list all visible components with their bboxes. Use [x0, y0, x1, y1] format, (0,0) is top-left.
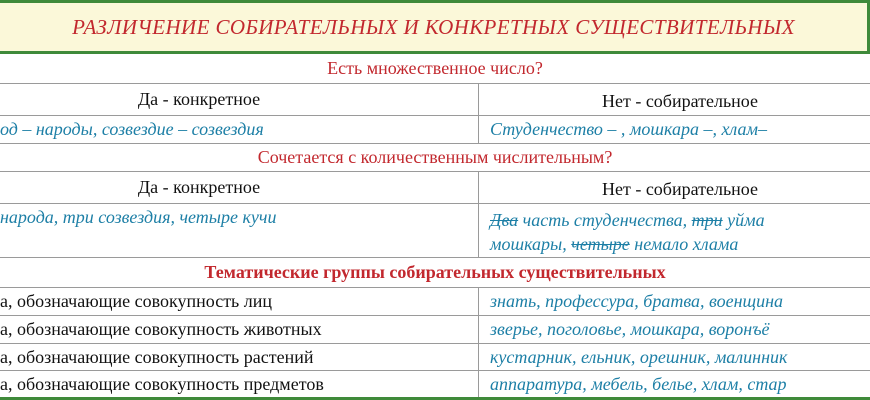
header-yes-concrete-2: Да - конкретное — [0, 172, 479, 203]
groups-title-row — [0, 258, 870, 288]
table-row — [0, 371, 870, 397]
group-examples: кустарник, ельник, орешник, малинник — [490, 346, 788, 367]
question-row-numeral — [0, 144, 870, 172]
example-concrete-plural: од – народы, созвездие – созвездия — [0, 116, 479, 143]
group-examples: знать, профессура, братва, военщина — [490, 291, 784, 311]
group-examples: аппаратура, мебель, белье, хлам, стар — [490, 373, 787, 394]
examples-row-1 — [0, 116, 870, 144]
title-banner — [0, 0, 870, 54]
example-concrete-numeral: народа, три созвездия, четыре кучи — [0, 204, 479, 257]
group-description: а, обозначающие совокупность животных — [0, 316, 479, 343]
question-row-plural — [0, 54, 870, 84]
struck-word-chetyre: четыре — [571, 234, 630, 254]
header-yes-concrete: Да - конкретное — [0, 84, 479, 115]
struck-word-dva: Два — [490, 210, 519, 230]
group-description: а, обозначающие совокупность растений — [0, 344, 479, 370]
question-numeral: Сочетается с количественным числительным? — [257, 147, 613, 167]
groups-title: Тематические группы собирательных существительных — [204, 262, 666, 282]
example-collective-numeral — [480, 204, 870, 257]
header-row-1 — [0, 84, 870, 116]
table-row — [0, 288, 870, 316]
examples-row-2 — [0, 204, 870, 258]
table-row — [0, 344, 870, 371]
header-row-2 — [0, 172, 870, 204]
example-collective-line-1 — [490, 208, 870, 232]
group-description: а, обозначающие совокупность лиц — [0, 288, 479, 315]
table-row — [0, 316, 870, 344]
example-collective-plural: Студенчество – , мошкара –, хлам– — [490, 119, 767, 139]
example-text: немало хлама — [629, 234, 739, 254]
header-no-collective-2: Нет - собирательное — [601, 179, 759, 199]
example-collective-line-2 — [490, 232, 870, 256]
group-description: а, обозначающие совокупность предметов — [0, 371, 479, 397]
example-text: мошкары, — [490, 234, 572, 254]
page-title: РАЗЛИЧЕНИЕ СОБИРАТЕЛЬНЫХ И КОНКРЕТНЫХ СУЩЕСТВИТЕЛЬНЫХ — [72, 14, 795, 39]
header-no-collective: Нет - собирательное — [601, 91, 759, 111]
question-plural: Есть множественное число? — [327, 58, 543, 78]
struck-word-tri: три — [691, 210, 723, 230]
example-text: часть студенчества, — [518, 210, 692, 230]
group-examples: зверье, поголовье, мошкара, воронъё — [490, 319, 770, 339]
example-text: уйма — [722, 210, 765, 230]
